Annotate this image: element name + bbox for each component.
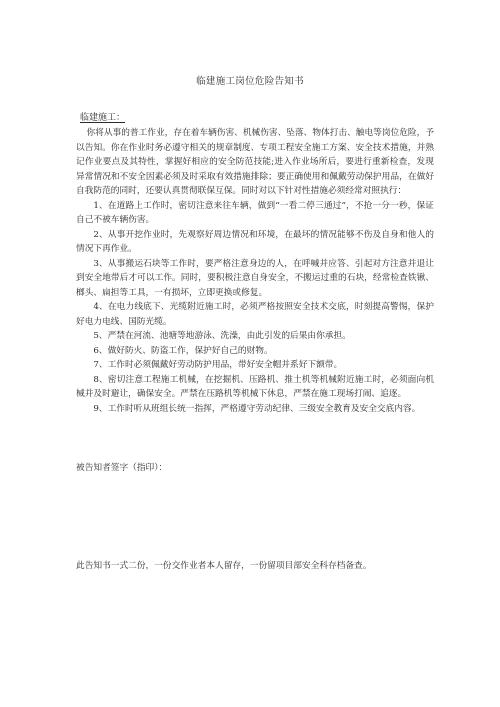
rule-item-4: 4、在电力线底下、光缆附近施工时，必须严格按照安全技术交底，时刻提高警惕，保护好电力电线、国防光缆。 [76, 302, 434, 327]
rule-item-3: 3、从事搬运石块等工作时，要严格注意身边的人，在呼喊并应答、引起对方注意并退让到安全地带后才可以工作。同时，要积极注意自身安全，不搬运过重的石块，经常检查铁锹、榔头、扁担等工具，一有损坏，立即更换或修复。 [76, 258, 434, 298]
rule-item-7: 7、工作时必须佩戴好劳动防护用品，带好安全帽并系好下额带。 [93, 360, 343, 370]
intro-paragraph: 你将从事的普工作业，存在着车辆伤害、机械伤害、坠落、物体打击、触电等岗位危险，予以告知。你在作业时务必遵守相关的规章制度、专项工程安全施工方案、安全技术措施，并熟记作业要点及其特性，掌握好相应的安全防范技能;进入作业场所后，要进行重新检查，发现异常情况和不安全因素必须及时采取有效措施排除；要正确使用和佩戴劳动保护用品，在做好自我防范的同时，还要认真贯彻联保互保。同时对以下针对性措施必须经常对照执行： [76, 128, 434, 196]
document-body [76, 126, 434, 416]
rule-item-6: 6、做好防火、防盗工作，保护好自己的财物。 [93, 345, 273, 356]
rule-item-1: 1、在道路上工作时，密切注意来往车辆，做到“一看二停三通过”，不抢一分一秒，保证自己不被车辆伤害。 [76, 200, 434, 225]
rule-item-8: 8、密切注意工程施工机械，在挖掘机、压路机、推土机等机械附近施工时，必须面向机械并及时避让，确保安全。严禁在压路机等机械下休息，严禁在施工现场打闹、追逐。 [76, 374, 434, 399]
rule-item-2: 2、从事开挖作业时，先观察好周边情况和环境，在最坏的情况能够不伤及自身和他人的情况下再作业。 [76, 229, 434, 254]
signature-label: 被告知者签字（指印）： [76, 463, 168, 473]
rule-item-9: 9、工作时听从班组长统一指挥，严格遵守劳动纪律、三级安全教育及安全交底内容。 [93, 403, 421, 414]
footer-note: 此告知书一式二份，一份交作业者本人留存，一份留项目部安全科存档备查。 [76, 561, 372, 571]
rule-item-5: 5、严禁在河流、池塘等地游泳、洗澡，由此引发的后果由你承担。 [93, 331, 351, 341]
salutation: 临建施工： [80, 113, 126, 123]
document-title: 临建施工岗位危险告知书 [196, 76, 304, 87]
